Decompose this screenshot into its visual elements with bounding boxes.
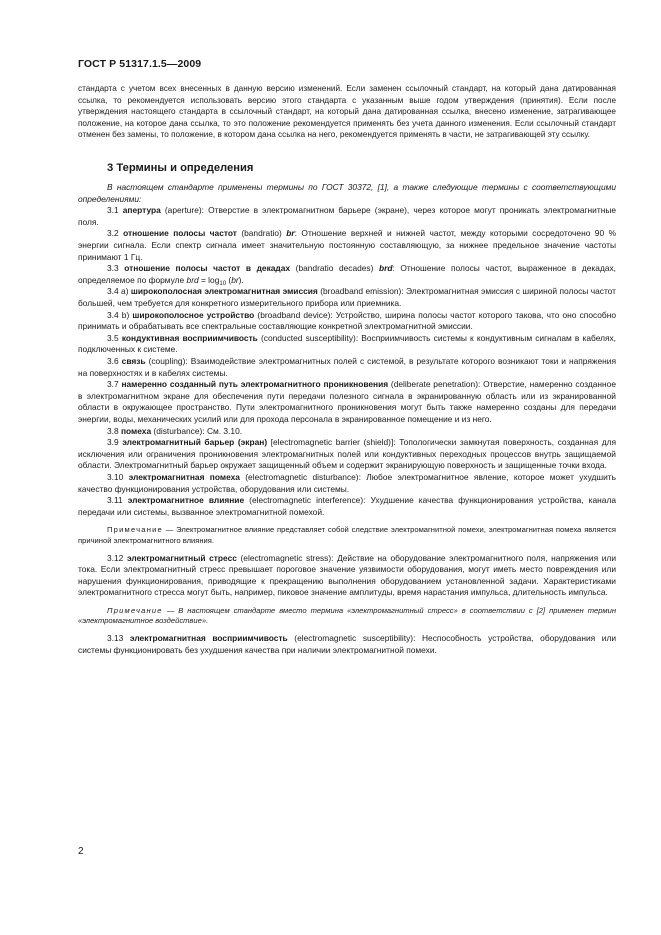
term-abbreviation: brd: [379, 263, 393, 274]
section-heading: 3 Термины и определения: [107, 161, 254, 174]
term-3-9: [78, 437, 616, 472]
term-3-11: [78, 495, 616, 518]
term-definition: : Отношение верхней и нижней частот, между которыми сосредоточено 90 % энергии сигнала. Если спектр сигнала имеет значительную постоянную составляющую, за нижнее предельное значение частоты принимают 1 Гц.: [78, 228, 617, 262]
term-number: 3.4 a): [107, 286, 129, 297]
formula-eq: = log: [198, 274, 220, 285]
section-lead: В настоящем стандарте применены термины по ГОСТ 30372, [1], а также следующие термины с соответствующими определениями:: [78, 182, 616, 204]
term-name: электромагнитная восприимчивость: [129, 633, 288, 644]
term-name: отношение полосы частот в декадах: [124, 263, 291, 274]
term-number: 3.7: [107, 379, 119, 390]
formula-open: (: [226, 274, 232, 285]
term-3-3: [78, 263, 616, 286]
term-3-10: [78, 472, 616, 495]
term-number: 3.10: [107, 471, 124, 482]
term-number: 3.4 b): [107, 309, 130, 320]
term-definition: (electromagnetic susceptibility): Неспособность устройства, оборудования или системы функционировать без ухудшения качества при наличии электромагнитной помехи.: [78, 633, 617, 655]
note-label: Примечание: [107, 525, 163, 535]
term-english: (bandratio): [236, 228, 287, 239]
term-3-4b: [78, 310, 616, 333]
term-name: кондуктивная восприимчивость: [121, 332, 258, 343]
term-definition: (broadband emission): Электромагнитная эмиссия с шириной полосы частот большей, чем требуется для конкретного измерительного прибора или приемника.: [78, 286, 616, 309]
term-3-5: [78, 333, 616, 356]
term-definition: (aperture): Отверстие в электромагнитном барьере (экране), через которое могут проникать электромагнитные поля.: [78, 205, 616, 227]
term-number: 3.1: [107, 205, 119, 216]
term-number: 3.9: [107, 437, 119, 448]
term-3-2: [78, 228, 616, 263]
formula-arg: br: [231, 274, 239, 285]
term-definition: (coupling): Взаимодействие электромагнитных полей с системой, в результате которого возникают токи и напряжения на поверхностях и в кабелях системы.: [78, 356, 617, 378]
term-number: 3.6: [107, 356, 119, 366]
note-text: — Электромагнитное влияние представляет собой следствие электромагнитной помехи, электромагнитная помеха является причиной электромагнитного влияния.: [78, 525, 616, 545]
term-definition: (broadband device): Устройство, ширина полосы частот которого такова, что оно способно принимать и обрабатывать все спектральные составляющие конкретной электромагнитной эмиссии.: [78, 309, 617, 332]
term-name: намеренно созданный путь электромагнитного проникновения: [121, 379, 389, 390]
term-name: широкополосное устройство: [132, 309, 255, 320]
term-name: связь: [121, 356, 146, 366]
note-label: Примечание: [107, 605, 163, 615]
term-3-13: [78, 633, 616, 656]
term-number: 3.13: [107, 633, 124, 644]
term-number: 3.12: [107, 552, 124, 563]
term-name: апертура: [122, 205, 161, 216]
term-definition: (disturbance): См. 3.10.: [151, 425, 243, 436]
term-3-4a: [78, 286, 616, 309]
term-name: помеха: [120, 425, 152, 436]
page-body: [78, 83, 616, 656]
page-number: 2: [78, 846, 84, 857]
term-definition: (electromagnetic interference): Ухудшение качества функционирования устройства, канала передачи или системы, вызванное электромагнитной помехой.: [78, 495, 616, 517]
term-number: 3.3: [107, 263, 119, 274]
term-3-7: [78, 379, 616, 425]
term-number: 3.11: [107, 495, 123, 506]
term-3-12: [78, 553, 616, 599]
term-definition: (electromagnetic disturbance): Любое электромагнитное явление, которое может ухудшить качество функционирования устройства, оборудования или системы.: [78, 471, 616, 494]
term-definition: [electromagnetic barrier (shield)]: Топологически замкнутая поверхность, созданная для исключения или ограничения проникновения электромагнитных полей или кондуктивных переходных процессов внутрь защищаемой области. Электромагнитный барьер окружает защищенный объем и содержит экранирующую поверхность и защищенные точки входа.: [78, 437, 616, 471]
note-2: [78, 606, 616, 627]
formula-lhs: brd: [186, 274, 199, 285]
term-definition: (deliberate penetration): Отверстие, намеренно созданное в электромагнитном экране для обеспечения пути передачи полезного сигнала в экранированную область или из экранированной области в окружающее пространство. Пути электромагнитного проникновения могут быть также намеренно созданы для передачи энергии, воды, механических усилий или для прохода персонала в экранированное помещение и из него.: [78, 379, 616, 424]
term-3-8: [78, 426, 616, 438]
term-definition: : Отношение полосы частот, выраженное в декадах, определяемое по формуле: [78, 263, 616, 285]
term-english: (bandratio decades): [290, 263, 379, 274]
term-definition: (conducted susceptibility): Восприимчивость системы к кондуктивным сигналам в кабелях, подключенных к системе.: [78, 332, 617, 355]
note-1: [78, 525, 616, 546]
formula-close: ).: [238, 274, 244, 285]
term-name: отношение полосы частот: [123, 228, 237, 239]
note-text: — В настоящем стандарте вместо термина «электромагнитный стресс» в соответствии с [2] применен термин «электромагнитное воздействие».: [78, 605, 616, 626]
term-definition: (electromagnetic stress): Действие на оборудование электромагнитного поля, напряжения или тока. Если электромагнитный стресс превышает пороговое значение уязвимости оборудования, могут иметь место повреждения или нарушения функционирования, приводящие к прекращению выполнения оборудованием установленной задачи. Характеристиками электромагнитного стресса могут быть, например, пиковое значение амплитуды, время нарастания импульса, длительность импульса.: [78, 552, 616, 598]
intro-paragraph: стандарта с учетом всех внесенных в данную версию изменений. Если заменен ссылочный стандарт, на который дана датированная ссылка, то рекомендуется использовать версию этого стандарта с указанным выше годом утверждения (принятия). Если после утверждения настоящего стандарта в ссылочный стандарт, на который дана датированная ссылка, внесено изменение, затрагивающее положение, на которое дана ссылка, то это положение рекомендуется применять без учета данного изменения. Если ссылочный стандарт отменен без замены, то положение, в котором дана ссылка на него, рекомендуется применять в части, не затрагивающей эту ссылку.: [78, 84, 616, 139]
term-number: 3.8: [107, 425, 119, 436]
term-name: электромагнитная помеха: [128, 471, 240, 482]
term-3-1: [78, 205, 616, 228]
term-3-6: [78, 356, 616, 379]
term-number: 3.5: [107, 332, 119, 343]
term-abbreviation: br: [286, 228, 295, 239]
term-name: электромагнитное влияние: [127, 495, 245, 506]
term-name: широкополосная электромагнитная эмиссия: [130, 286, 318, 297]
formula-subscript: 10: [219, 280, 227, 287]
term-number: 3.2: [107, 228, 119, 239]
term-name: электромагнитный стресс: [126, 552, 237, 563]
document-header: ГОСТ Р 51317.1.5—2009: [78, 58, 202, 70]
term-name: электромагнитный барьер (экран): [122, 437, 268, 448]
